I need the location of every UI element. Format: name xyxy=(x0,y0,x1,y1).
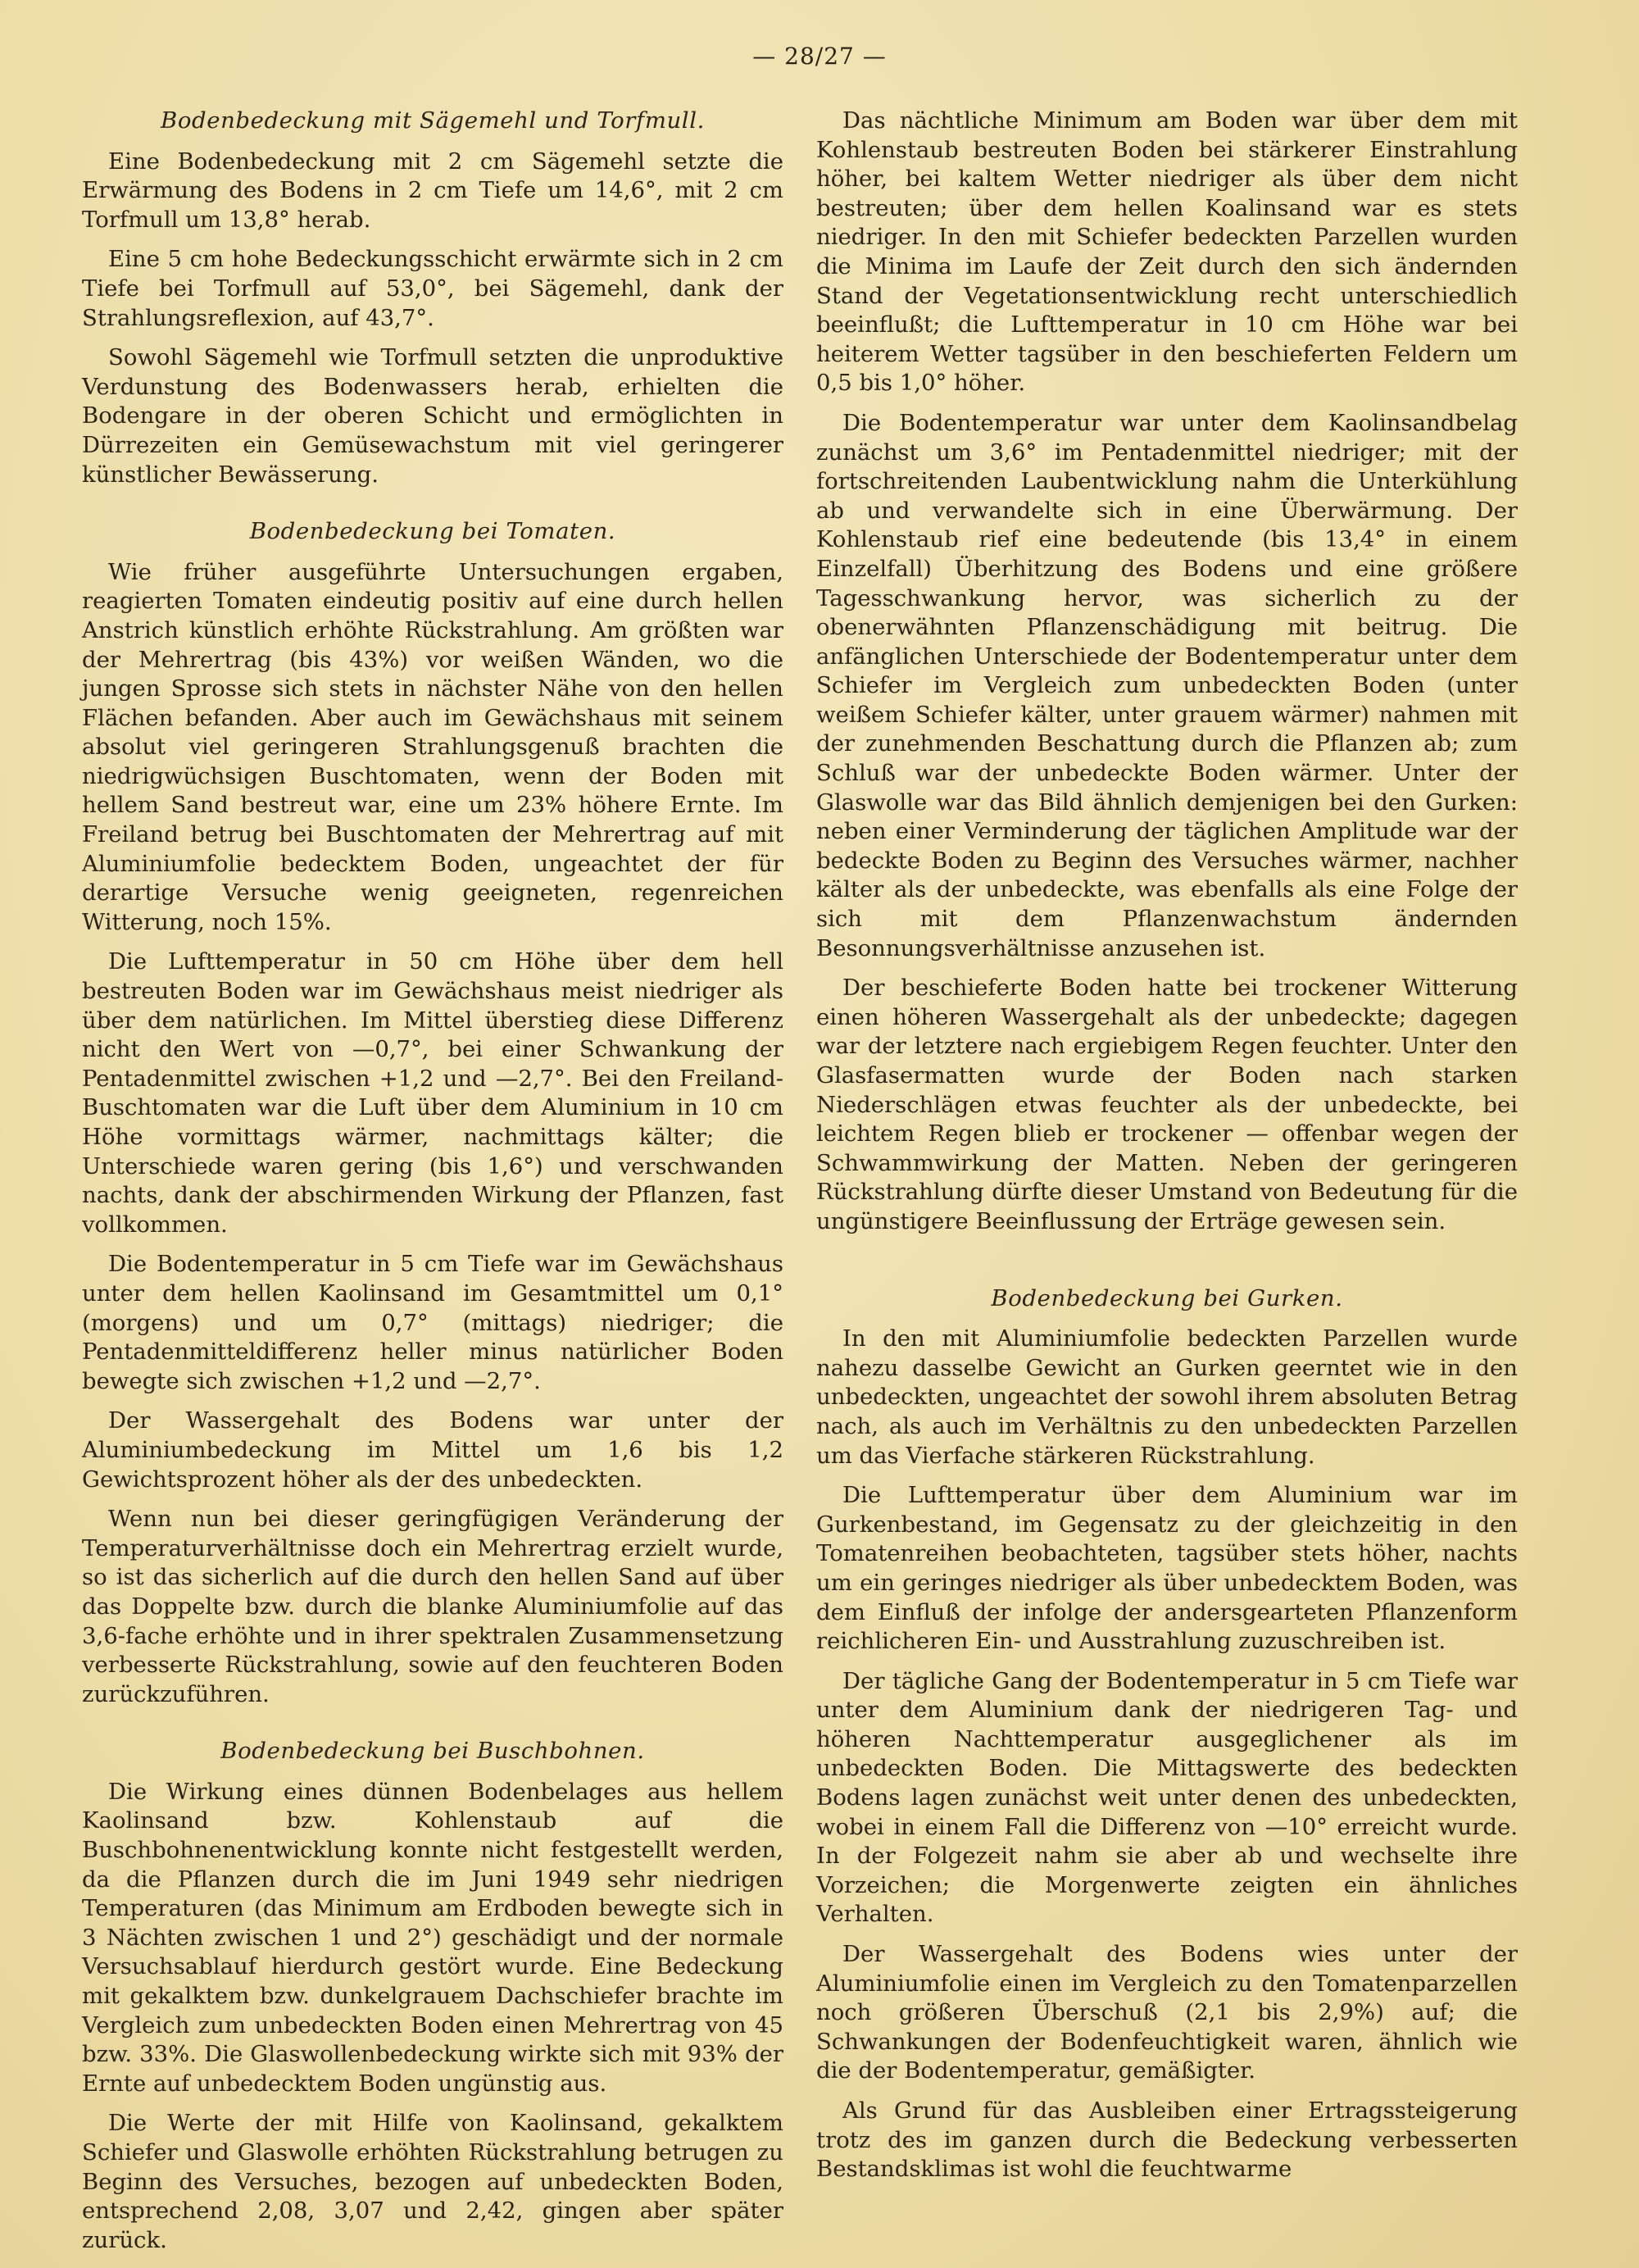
paragraph: In den mit Aluminiumfolie bedeckten Parzellen wurde nahezu dasselbe Gewicht an Gurken geerntet wie in den unbedeckten, ungeachtet der sowohl ihrem absoluten Betrag nach, als auch im Verhältnis zu den unbedeckten Parzellen um das Vierfache stärkeren Rückstrahlung. xyxy=(816,1325,1518,1469)
section-heading-gurken: Bodenbedeckung bei Gurken. xyxy=(991,1284,1343,1311)
left-column xyxy=(82,107,783,2266)
paragraph: Sowohl Sägemehl wie Torfmull setzten die unproduktive Verdunstung des Bodenwassers herab, erhielten die Bodengare in der oberen Schicht und ermöglichten in Dürrezeiten ein Gemüsewachstum mit viel geringerer künstlicher Bewässerung. xyxy=(82,344,783,488)
paragraph: Der Wassergehalt des Bodens wies unter der Aluminiumfolie einen im Vergleich zu den Tomatenparzellen noch größeren Überschuß (2,1 bis 2,9%) auf; die Schwankungen der Bodenfeuchtigkeit waren, ähnlich wie die der Bodentemperatur, gemäßigter. xyxy=(816,1941,1518,2084)
paragraph: Die Bodentemperatur war unter dem Kaolinsandbelag zunächst um 3,6° im Pentadenmittel niedriger; mit der fortschreitenden Laubentwicklung nahm die Unterkühlung ab und verwandelte sich in eine Überwärmung. Der Kohlenstaub rief eine bedeutende (bis 13,4° in einem Einzelfall) Überhitzung des Bodens und eine größere Tagesschwankung hervor, was sicherlich zu der obenerwähnten Pflanzenschädigung mit beitrug. Die anfänglichen Unterschiede der Bodentemperatur unter dem Schiefer im Vergleich zum unbedeckten Boden (unter weißem Schiefer kälter, unter grauem wärmer) nahmen mit der zunehmenden Beschattung durch die Pflanzen ab; zum Schluß war der unbedeckte Boden wärmer. Unter der Glaswolle war das Bild ähnlich demjenigen bei den Gurken: neben einer Verminderung der täglichen Amplitude war der bedeckte Boden zu Beginn des Versuches wärmer, nachher kälter als der unbedeckte, was ebenfalls als eine Folge der sich mit dem Pflanzenwachstum ändernden Besonnungsverhältnisse anzusehen ist. xyxy=(816,409,1518,961)
paragraph: Der tägliche Gang der Bodentemperatur in 5 cm Tiefe war unter dem Aluminium dank der niedrigeren Tag- und höheren Nachttemperatur ausgeglichener als im unbedeckten Boden. Die Mittagswerte des bedeckten Bodens lagen zunächst weit unter denen des unbedeckten, wobei in einem Fall die Differenz von —10° erreicht wurde. In der Folgezeit nahm sie aber ab und wechselte ihre Vorzeichen; die Morgenwerte zeigten ein ähnliches Verhalten. xyxy=(816,1667,1518,1928)
right-column xyxy=(816,107,1518,2195)
section-heading-tomaten: Bodenbedeckung bei Tomaten. xyxy=(249,518,616,545)
paragraph: Die Werte der mit Hilfe von Kaolinsand, gekalktem Schiefer und Glaswolle erhöhten Rückstrahlung betrugen zu Beginn des Versuches, bezogen auf unbedeckten Boden, entsprechend 2,08, 3,07 und 2,42, gingen aber später zurück. xyxy=(82,2110,783,2253)
paragraph: Eine 5 cm hohe Bedeckungsschicht erwärmte sich in 2 cm Tiefe bei Torfmull auf 53,0°, bei Sägemehl, dank der Strahlungsreflexion, auf 43,7°. xyxy=(82,246,783,331)
section-heading-buschbohnen: Bodenbedeckung bei Buschbohnen. xyxy=(220,1738,645,1765)
paragraph: Das nächtliche Minimum am Boden war über dem mit Kohlenstaub bestreuten Boden bei stärkerer Einstrahlung höher, bei kaltem Wetter niedriger als über dem nicht bestreuten; über dem hellen Koalinsand war es stets niedriger. In den mit Schiefer bedeckten Parzellen wurden die Minima im Laufe der Zeit durch den sich ändernden Stand der Vegetationsentwicklung recht unterschiedlich beeinflußt; die Lufttemperatur in 10 cm Höhe war bei heiterem Wetter tagsüber in den beschieferten Feldern um 0,5 bis 1,0° höher. xyxy=(816,107,1518,397)
paragraph: Die Bodentemperatur in 5 cm Tiefe war im Gewächshaus unter dem hellen Kaolinsand im Gesamtmittel um 0,1° (morgens) und um 0,7° (mittags) niedriger; die Pentadenmitteldifferenz heller minus natürlicher Boden bewegte sich zwischen +1,2 und —2,7°. xyxy=(82,1251,783,1394)
page-number: — 28/27 — xyxy=(752,43,887,70)
paragraph: Eine Bodenbedeckung mit 2 cm Sägemehl setzte die Erwärmung des Bodens in 2 cm Tiefe um 14,6°, mit 2 cm Torfmull um 13,8° herab. xyxy=(82,148,783,233)
paragraph: Der Wassergehalt des Bodens war unter der Aluminiumbedeckung im Mittel um 1,6 bis 1,2 Gewichtsprozent höher als der des unbedeckten. xyxy=(82,1407,783,1493)
paragraph: Als Grund für das Ausbleiben einer Ertragssteigerung trotz des im ganzen durch die Bedeckung verbesserten Bestandsklimas ist wohl die feuchtwarme xyxy=(816,2098,1518,2183)
paragraph: Die Wirkung eines dünnen Bodenbelages aus hellem Kaolinsand bzw. Kohlenstaub auf die Buschbohnenentwicklung konnte nicht festgestellt werden, da die Pflanzen durch die im Juni 1949 sehr niedrigen Temperaturen (das Minimum am Erdboden bewegte sich in 3 Nächten zwischen 1 und 2°) geschädigt und der normale Versuchsablauf hierdurch gestört wurde. Eine Bedeckung mit gekalktem bzw. dunkelgrauem Dachschiefer brachte im Vergleich zum unbedeckten Boden einen Mehrertrag von 45 bzw. 33%. Die Glaswollenbedeckung wirkte sich mit 93% der Ernte auf unbedecktem Boden ungünstig aus. xyxy=(82,1778,783,2097)
paragraph: Der beschieferte Boden hatte bei trockener Witterung einen höheren Wassergehalt als der unbedeckte; dagegen war der letztere nach ergiebigem Regen feuchter. Unter den Glasfasermatten wurde der Boden nach starken Niederschlägen etwas feuchter als der unbedeckte, bei leichtem Regen blieb er trockener — offenbar wegen der Schwammwirkung der Matten. Neben der geringeren Rückstrahlung dürfte dieser Umstand von Bedeutung für die ungünstigere Beeinflussung der Erträge gewesen sein. xyxy=(816,975,1518,1234)
section-heading-saegemehl: Bodenbedeckung mit Sägemehl und Torfmull. xyxy=(161,107,705,134)
paragraph: Die Lufttemperatur in 50 cm Höhe über dem hell bestreuten Boden war im Gewächshaus meist niedriger als über dem natürlichen. Im Mittel überstieg diese Differenz nicht den Wert von —0,7°, bei einer Schwankung der Pentadenmittel zwischen +1,2 und —2,7°. Bei den Freiland-Buschtomaten war die Luft über dem Aluminium in 10 cm Höhe vormittags wärmer, nachmittags kälter; die Unterschiede waren gering (bis 1,6°) und verschwanden nachts, dank der abschirmenden Wirkung der Pflanzen, fast vollkommen. xyxy=(82,948,783,1238)
paragraph: Die Lufttemperatur über dem Aluminium war im Gurkenbestand, im Gegensatz zu der gleichzeitig in den Tomatenreihen beobachteten, tagsüber stets höher, nachts um ein geringes niedriger als über unbedecktem Boden, was dem Einfluß der infolge der andersgearteten Pflanzenform reichlicheren Ein- und Ausstrahlung zuzuschreiben ist. xyxy=(816,1482,1518,1655)
paragraph: Wenn nun bei dieser geringfügigen Veränderung der Temperaturverhältnisse doch ein Mehrertrag erzielt wurde, so ist das sicherlich auf die durch den hellen Sand auf über das Doppelte bzw. durch die blanke Aluminiumfolie auf das 3,6-fache erhöhte und in ihrer spektralen Zusammensetzung verbesserte Rückstrahlung, sowie auf den feuchteren Boden zurückzuführen. xyxy=(82,1506,783,1707)
paragraph: Wie früher ausgeführte Untersuchungen ergaben, reagierten Tomaten eindeutig positiv auf eine durch hellen Anstrich künstlich erhöhte Rückstrahlung. Am größten war der Mehrertrag (bis 43%) vor weißen Wänden, wo die jungen Sprosse sich stets in nächster Nähe von den hellen Flächen befanden. Aber auch im Gewächshaus mit seinem absolut viel geringeren Strahlungsgenuß brachten die niedrigwüchsigen Buschtomaten, wenn der Boden mit hellem Sand bestreut war, eine um 23% höhere Ernte. Im Freiland betrug bei Buschtomaten der Mehrertrag auf mit Aluminiumfolie bedecktem Boden, ungeachtet der für derartige Versuche wenig geeigneten, regenreichen Witterung, noch 15%. xyxy=(82,558,783,935)
